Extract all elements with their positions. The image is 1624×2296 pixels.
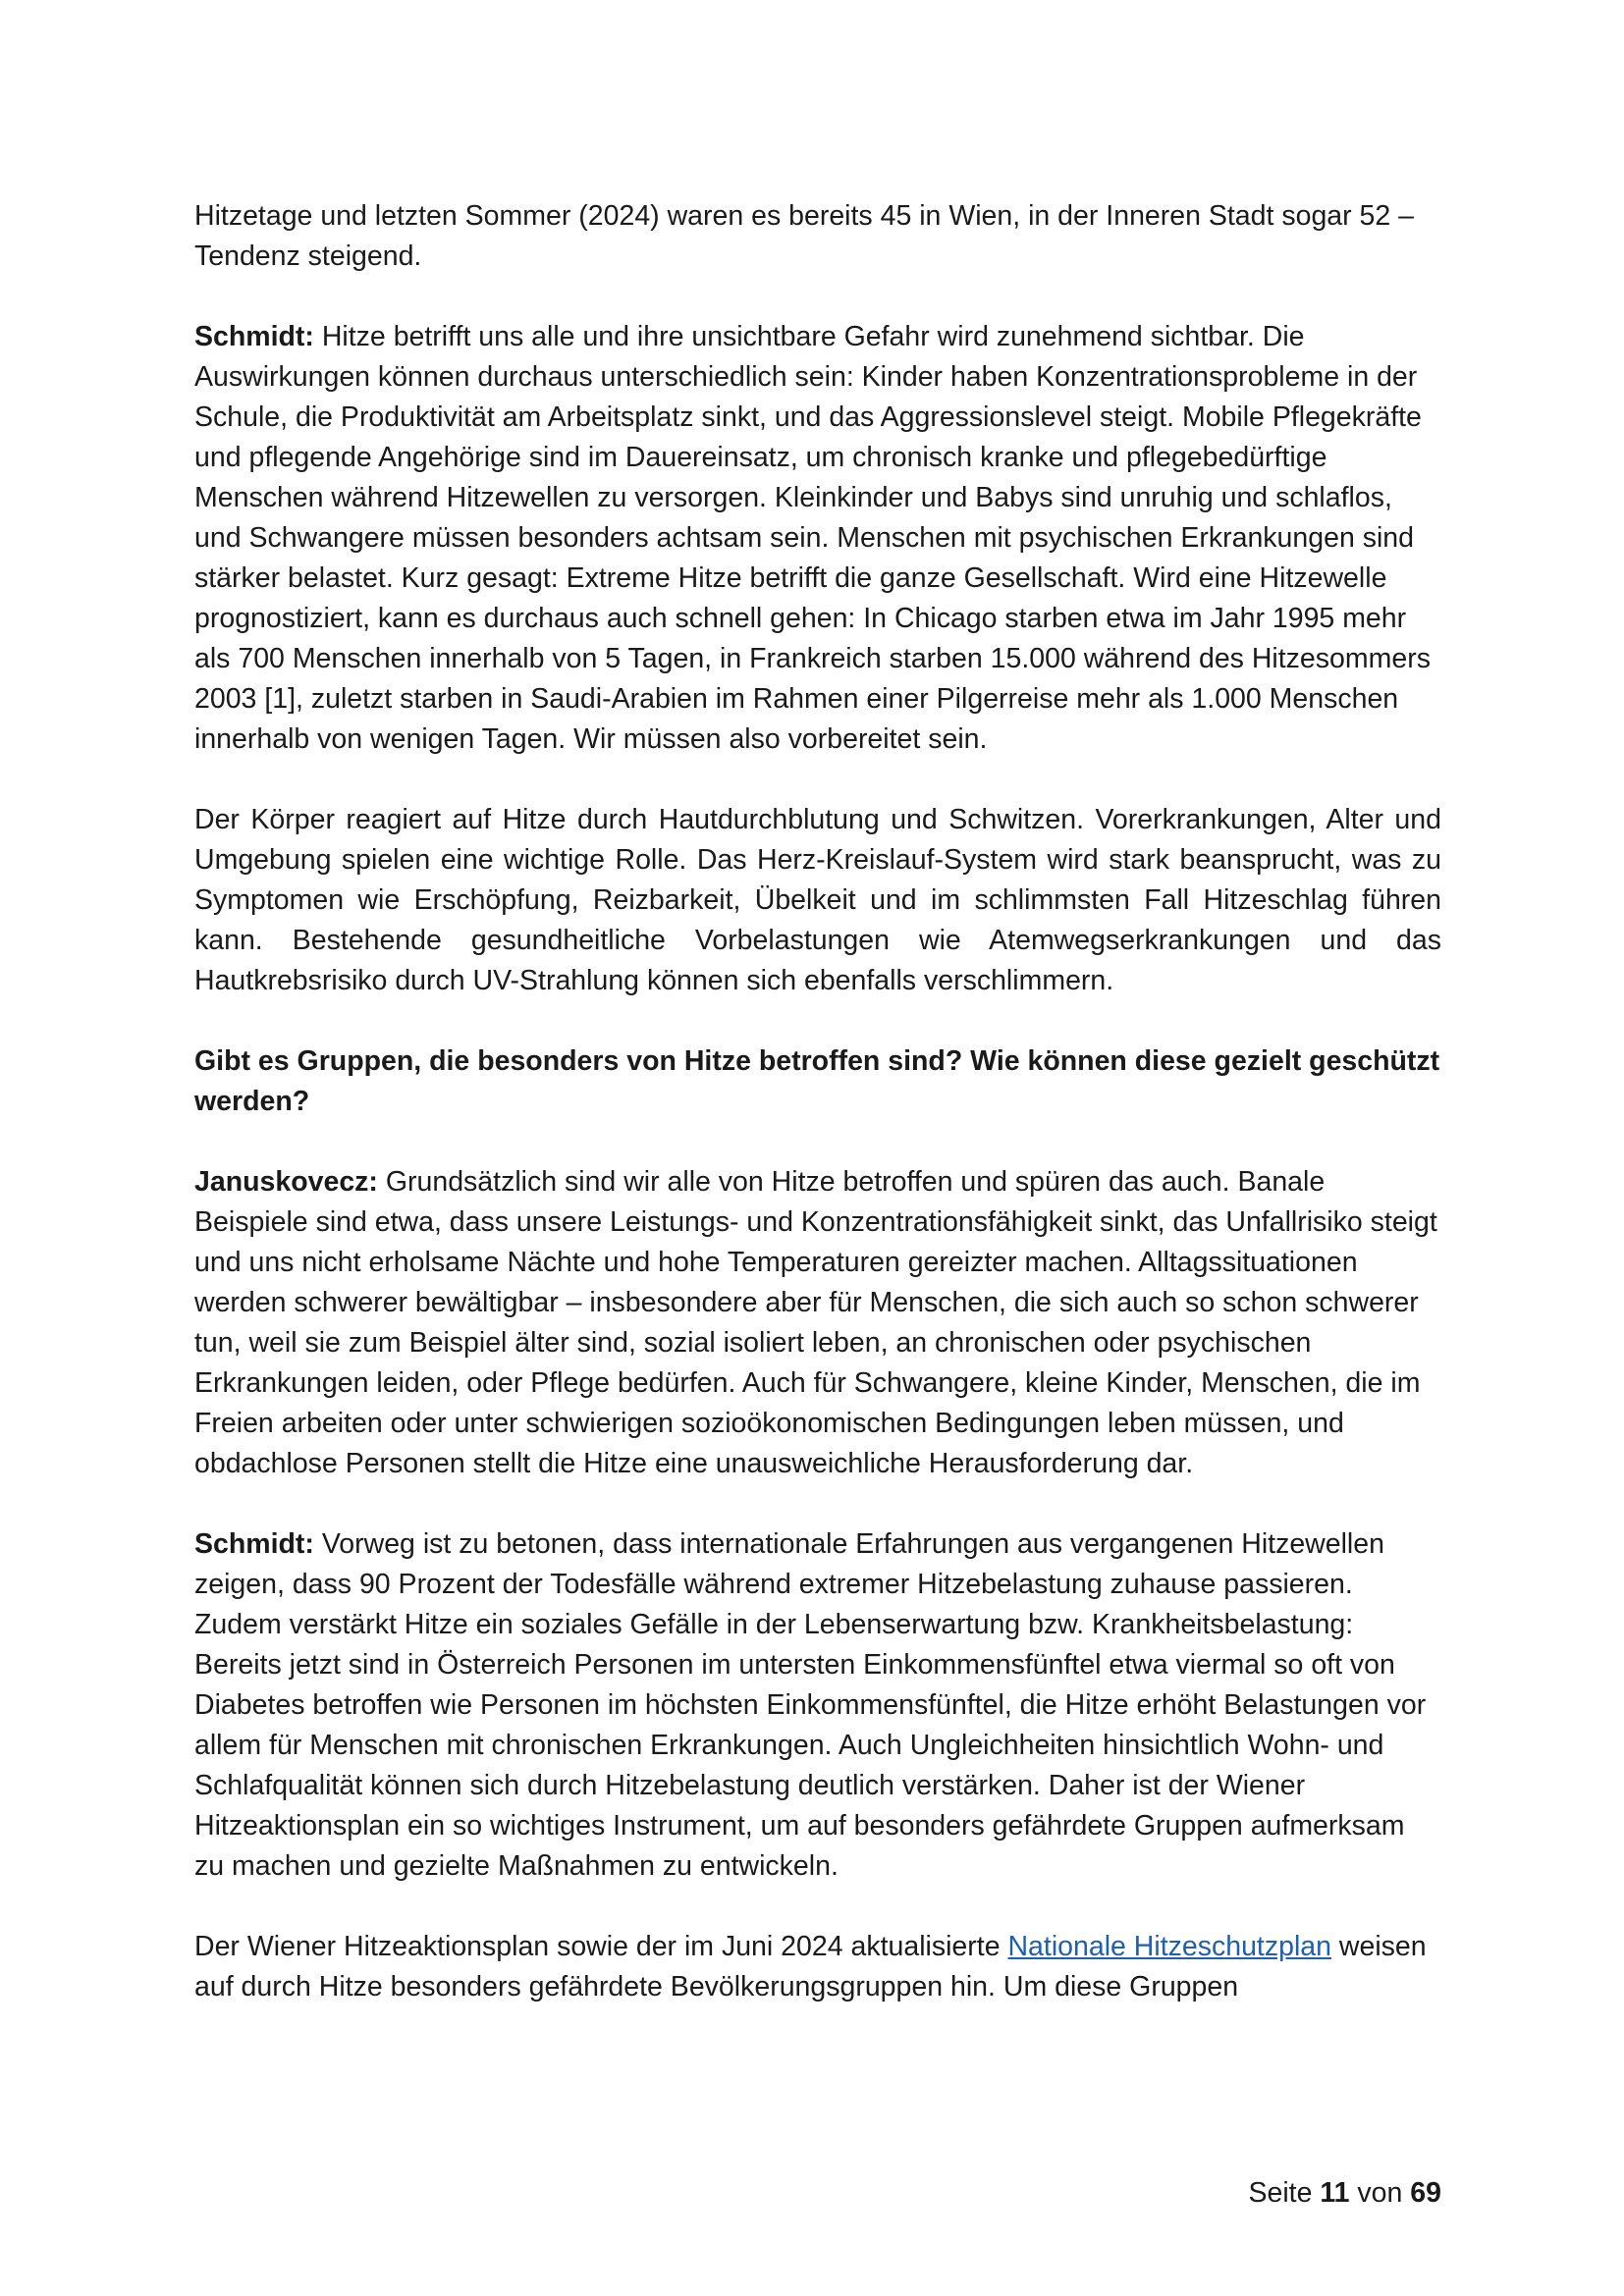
document-body xyxy=(194,196,1441,2048)
interview-question xyxy=(194,1041,1441,1122)
paragraph-januskovecz xyxy=(194,1162,1441,1484)
paragraph-schmidt-2 xyxy=(194,1524,1441,1887)
paragraph-text: Grundsätzlich sind wir alle von Hitze betroffen und spüren das auch. Banale Beispiele sind etwa, dass unsere Leistungs- und Konzentrationsfähigkeit sinkt, das Unfallrisiko steigt und uns nicht erholsame Nächte und hohe Temperaturen gereizter machen. Alltagssituationen werden schwerer bewältigbar – insbesondere aber für Menschen, die sich auch so schon schwerer tun, weil sie zum Beispiel älter sind, sozial isoliert leben, an chronischen oder psychischen Erkrankungen leiden, oder Pflege bedürfen. Auch für Schwangere, kleine Kinder, Menschen, die im Freien arbeiten oder unter schwierigen sozioökonomischen Bedingungen leben müssen, und obdachlose Personen stellt die Hitze eine unausweichliche Herausforderung dar. xyxy=(194,1166,1437,1479)
paragraph-schmidt-1 xyxy=(194,317,1441,760)
page-number-footer xyxy=(1248,2173,1441,2214)
footer-middle: von xyxy=(1349,2177,1411,2209)
speaker-label: Januskovecz: xyxy=(194,1166,378,1198)
paragraph-text: Hitzetage und letzten Sommer (2024) waren es bereits 45 in Wien, in der Inneren Stadt sogar 52 – Tendenz steigend. xyxy=(194,200,1415,272)
paragraph-body-reaction xyxy=(194,800,1441,1001)
current-page-number: 11 xyxy=(1320,2177,1350,2209)
paragraph-text: Der Körper reagiert auf Hitze durch Hautdurchblutung und Schwitzen. Vorerkrankungen, Alter und Umgebung spielen eine wichtige Rolle. Das Herz-Kreislauf-System wird stark beansprucht, was zu Symptomen wie Erschöpfung, Reizbarkeit, Übelkeit und im schlimmsten Fall Hitzeschlag führen kann. Bestehende gesundheitliche Vorbelastungen wie Atemwegserkrankungen und das Hautkrebsrisiko durch UV-Strahlung können sich ebenfalls verschlimmern. xyxy=(194,804,1441,996)
paragraph-text-before: Der Wiener Hitzeaktionsplan sowie der im Juni 2024 aktualisierte xyxy=(194,1931,1008,1962)
speaker-label: Schmidt: xyxy=(194,1528,314,1560)
question-text: Gibt es Gruppen, die besonders von Hitze betroffen sind? Wie können diese gezielt geschützt werden? xyxy=(194,1045,1440,1117)
paragraph-hitzeaktionsplan xyxy=(194,1927,1441,2007)
paragraph-text-after: weisen auf durch Hitze besonders gefährdete Bevölkerungsgruppen hin. Um diese Gruppen xyxy=(194,1931,1427,2002)
footer-prefix: Seite xyxy=(1248,2177,1321,2209)
total-page-count: 69 xyxy=(1410,2177,1441,2209)
paragraph-text: Hitze betrifft uns alle und ihre unsichtbare Gefahr wird zunehmend sichtbar. Die Auswirkungen können durchaus unterschiedlich sein: Kinder haben Konzentrationsprobleme in der Schule, die Produktivität am Arbeitsplatz sinkt, und das Aggressionslevel steigt. Mobile Pflegekräfte und pflegende Angehörige sind im Dauereinsatz, um chronisch kranke und pflegebedürftige Menschen während Hitzewellen zu versorgen. Kleinkinder und Babys sind unruhig und schlaflos, und Schwangere müssen besonders achtsam sein. Menschen mit psychischen Erkrankungen sind stärker belastet. Kurz gesagt: Extreme Hitze betrifft die ganze Gesellschaft. Wird eine Hitzewelle prognostiziert, kann es durchaus auch schnell gehen: In Chicago starben etwa im Jahr 1995 mehr als 700 Menschen innerhalb von 5 Tagen, in Frankreich starben 15.000 während des Hitzesommers 2003 [1], zuletzt starben in Saudi-Arabien im Rahmen einer Pilgerreise mehr als 1.000 Menschen innerhalb von wenigen Tagen. Wir müssen also vorbereitet sein. xyxy=(194,321,1431,755)
speaker-label: Schmidt: xyxy=(194,321,314,352)
paragraph-intro xyxy=(194,196,1441,277)
paragraph-text: Vorweg ist zu betonen, dass internationale Erfahrungen aus vergangenen Hitzewellen zeigen, dass 90 Prozent der Todesfälle während extremer Hitzebelastung zuhause passieren. Zudem verstärkt Hitze ein soziales Gefälle in der Lebenserwartung bzw. Krankheitsbelastung: Bereits jetzt sind in Österreich Personen im untersten Einkommensfünftel etwa viermal so oft von Diabetes betroffen wie Personen im höchsten Einkommensfünftel, die Hitze erhöht Belastungen vor allem für Menschen mit chronischen Erkrankungen. Auch Ungleichheiten hinsichtlich Wohn- und Schlafqualität können sich durch Hitzebelastung deutlich verstärken. Daher ist der Wiener Hitzeaktionsplan ein so wichtiges Instrument, um auf besonders gefährdete Gruppen aufmerksam zu machen und gezielte Maßnahmen zu entwickeln. xyxy=(194,1528,1427,1882)
nationale-hitzeschutzplan-link[interactable]: Nationale Hitzeschutzplan xyxy=(1007,1931,1331,1962)
